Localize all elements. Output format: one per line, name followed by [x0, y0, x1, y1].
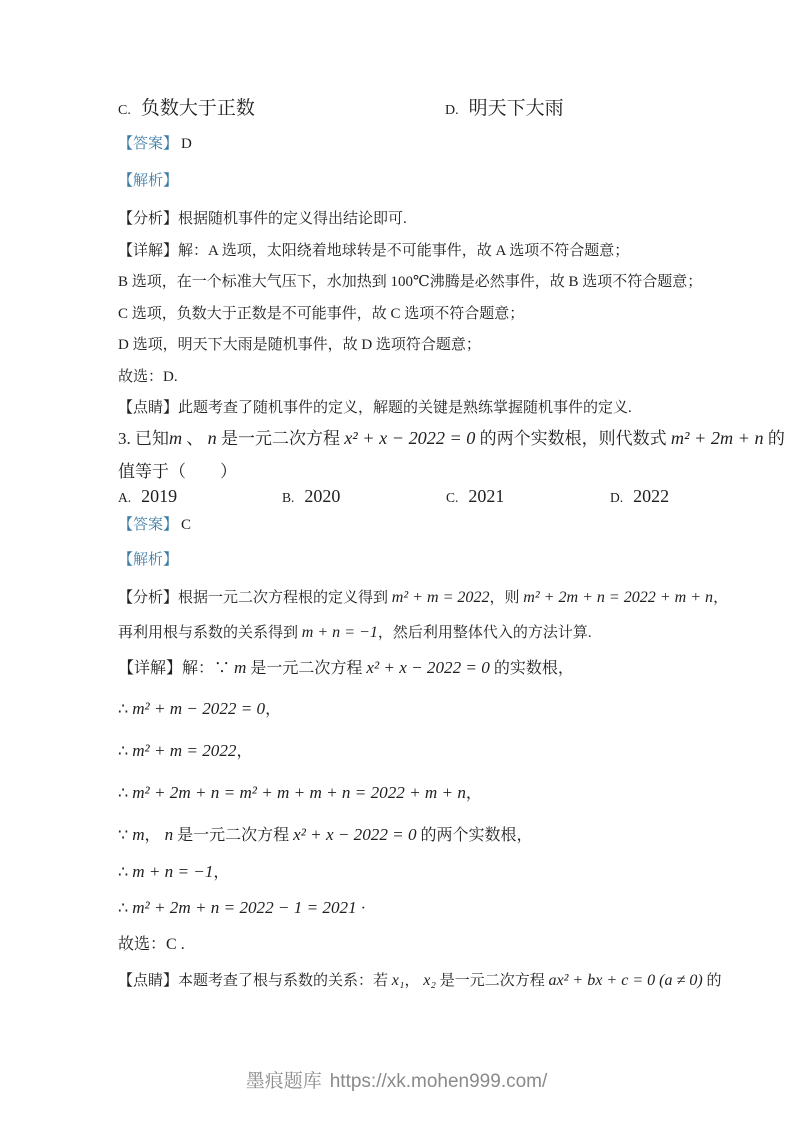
- q3-option-c-label: C.: [446, 490, 459, 505]
- text-segment: ，则: [489, 590, 524, 606]
- q3-stem-line-1: [118, 427, 785, 450]
- q2-detail-line-4: [118, 336, 481, 355]
- q2-detail-line-1: [118, 242, 629, 261]
- q3-fenxi-line-2: [118, 623, 592, 643]
- q2-answer-line: [118, 135, 192, 154]
- text-segment: B 选项，在一个标准大气压下，水加热到 100℃沸腾是必然事件，故 B 选项不符合题意；: [118, 274, 703, 290]
- section-label: 【点睛】: [118, 400, 179, 416]
- q2-detail-line-3: [118, 305, 524, 324]
- text-segment: C: [166, 936, 177, 953]
- q2-option-d: [445, 97, 564, 122]
- text-segment: ∴: [118, 785, 133, 802]
- text-segment: 本题考查了根与系数的关系：若: [178, 973, 392, 989]
- q3-option-b-value: 2020: [304, 486, 341, 506]
- q2-conclusion-line: [118, 368, 178, 387]
- math-expression: x² + x − 2022 = 0: [366, 658, 490, 677]
- q3-step-line-6: [118, 898, 366, 919]
- text-segment: 解：∵: [182, 660, 235, 677]
- text-segment: ∴: [118, 864, 133, 881]
- text-segment: ，: [265, 701, 282, 718]
- q3-step-line-5: [118, 862, 229, 883]
- q3-option-a-value: 2019: [141, 486, 178, 506]
- text-segment: 解：A 选项，太阳绕着地球转是不可能事件，故 A 选项不符合题意；: [178, 243, 630, 259]
- q3-option-d-label: D.: [610, 490, 624, 505]
- math-expression: m + n = −1: [132, 862, 214, 881]
- text-segment: ∴: [118, 701, 133, 718]
- q2-option-c-text: 负数大于正数: [140, 98, 255, 119]
- text-segment: ，: [465, 785, 482, 802]
- q2-fenxi-line: [118, 210, 407, 229]
- text-segment: 再利用根与系数的关系得到: [118, 625, 302, 641]
- text-segment: ∵: [118, 827, 133, 844]
- section-label: 【详解】: [118, 660, 183, 677]
- text-segment: 是一元二次方程: [216, 429, 345, 448]
- text-segment: ，: [404, 973, 424, 989]
- text-segment: ，然后利用整体代入的方法计算.: [377, 625, 592, 641]
- q3-detail-intro-line: [118, 658, 574, 679]
- q2-jiexi-line: [118, 172, 178, 191]
- text-segment: D 选项，明天下大雨是随机事件，故 D 选项符合题意；: [118, 337, 481, 353]
- text-segment: 的: [702, 973, 722, 989]
- math-expression: m² + 2m + n = 2022 + m + n: [523, 589, 714, 606]
- q3-answer-line: [118, 516, 191, 535]
- q2-answer-label: 【答案】: [118, 136, 179, 152]
- q3-step-line-1: [118, 699, 281, 720]
- text-segment: 的实数根，: [489, 660, 574, 677]
- math-expression: m² + m = 2022: [391, 589, 490, 606]
- math-expression: x² + x − 2022 = 0: [293, 825, 417, 844]
- q2-option-c-label: C.: [118, 103, 131, 118]
- text-segment: 根据一元二次方程根的定义得到: [178, 590, 392, 606]
- text-segment: ，: [236, 743, 253, 760]
- q2-jiexi-label: 【解析】: [118, 173, 179, 189]
- q3-stem-line-2: [118, 461, 237, 483]
- q3-jiexi-line: [118, 551, 178, 570]
- text-segment: 是一元二次方程: [173, 827, 294, 844]
- q2-option-c: [118, 97, 255, 122]
- q3-option-b-label: B.: [282, 490, 295, 505]
- math-expression: m: [234, 658, 247, 677]
- text-segment: .: [176, 936, 185, 953]
- math-expression: m² + m − 2022 = 0: [132, 699, 266, 718]
- section-label: 【详解】: [118, 243, 179, 259]
- text-segment: ，: [213, 864, 230, 881]
- text-segment: 是一元二次方程: [246, 660, 367, 677]
- q3-dianjing-line: [118, 971, 721, 991]
- text-segment: 3. 已知: [118, 429, 169, 448]
- text-segment: C 选项，负数大于正数是不可能事件，故 C 选项不符合题意；: [118, 306, 525, 322]
- q3-jiexi-label: 【解析】: [118, 552, 179, 568]
- text-segment: 的: [763, 429, 785, 448]
- q3-step-line-3: [118, 783, 482, 804]
- math-expression: n: [207, 428, 217, 448]
- footer-url: https://xk.mohen999.com/: [329, 1071, 548, 1092]
- section-label: 【分析】: [118, 211, 179, 227]
- text-segment: ，: [713, 590, 729, 606]
- q3-option-a-label: A.: [118, 490, 132, 505]
- math-expression: m² + 2m + n = 2022 − 1 = 2021: [132, 898, 357, 917]
- page-footer: [0, 1066, 793, 1093]
- text-segment: 根据随机事件的定义得出结论即可.: [178, 211, 407, 227]
- text-segment: 值等于（ ）: [118, 462, 237, 481]
- text-segment: 的两个实数根，: [416, 827, 533, 844]
- q3-option-c-value: 2021: [468, 486, 505, 506]
- section-label: 【点睛】: [118, 973, 179, 989]
- text-segment: 是一元二次方程: [435, 973, 549, 989]
- q3-option-b: [282, 487, 340, 508]
- q3-conclusion-line: [118, 935, 185, 955]
- q3-step-line-4: [118, 825, 533, 846]
- text-segment: ∴: [118, 900, 133, 917]
- footer-site-name: 墨痕题库: [245, 1071, 322, 1092]
- math-expression: m² + m = 2022: [132, 741, 237, 760]
- math-expression: x₁: [391, 972, 405, 989]
- q3-option-a: [118, 487, 177, 508]
- math-expression: ax² + bx + c = 0 (a ≠ 0): [548, 972, 703, 989]
- q2-option-d-label: D.: [445, 103, 459, 118]
- text-segment: 故选：D.: [118, 369, 178, 385]
- q3-option-d-value: 2022: [633, 486, 670, 506]
- q2-dianjing-line: [118, 399, 632, 418]
- math-expression: n: [164, 825, 174, 844]
- text-segment: 的两个实数根，则代数式: [475, 429, 671, 448]
- q3-fenxi-line-1: [118, 588, 728, 608]
- text-segment: ·: [356, 900, 366, 917]
- q3-step-line-2: [118, 741, 252, 762]
- q3-option-d: [610, 487, 669, 508]
- math-expression: m + n = −1: [301, 624, 378, 641]
- q3-option-c: [446, 487, 504, 508]
- q2-detail-line-2: [118, 273, 702, 292]
- section-label: 【分析】: [118, 590, 179, 606]
- text-segment: 、: [182, 429, 208, 448]
- math-expression: m² + 2m + n: [670, 428, 764, 448]
- q3-answer-value: C: [181, 517, 192, 533]
- math-expression: x₂: [423, 972, 436, 989]
- math-expression: m: [169, 428, 183, 448]
- q2-option-d-text: 明天下大雨: [468, 98, 564, 119]
- text-segment: ∴: [118, 743, 133, 760]
- text-segment: 此题考查了随机事件的定义，解题的关键是熟练掌握随机事件的定义.: [178, 400, 632, 416]
- text-segment: 故选：: [118, 936, 167, 953]
- math-expression: m² + 2m + n = m² + m + m + n = 2022 + m + n: [132, 783, 466, 802]
- math-expression: x² + x − 2022 = 0: [344, 428, 476, 448]
- text-segment: ，: [144, 827, 165, 844]
- q2-answer-value: D: [181, 136, 192, 152]
- math-expression: m: [132, 825, 145, 844]
- q3-answer-label: 【答案】: [118, 517, 179, 533]
